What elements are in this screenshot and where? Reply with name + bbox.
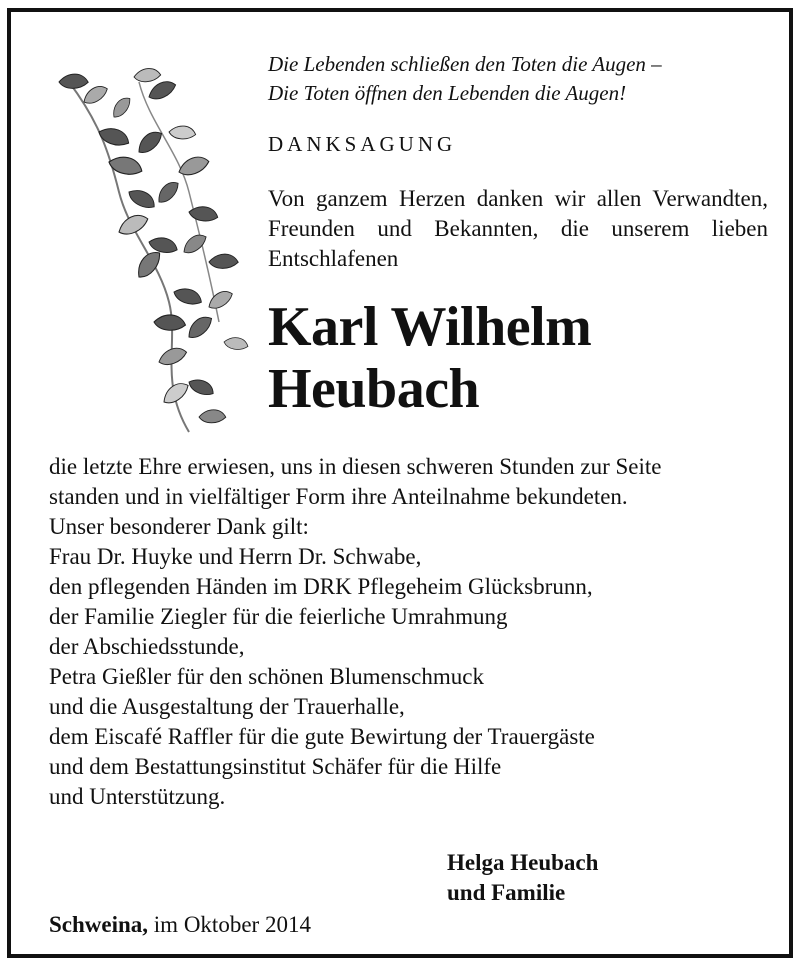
body-line: Unser besonderer Dank gilt:: [49, 514, 309, 539]
intro-text: Von ganzem Herzen danken wir allen Verwandten, Freunden und Bekannten, die unserem lieben Entschlafenen: [268, 186, 768, 271]
motto-line-2: Die Toten öffnen den Lebenden die Augen!: [268, 81, 627, 105]
deceased-name-line-1: Karl Wilhelm: [268, 296, 592, 358]
motto: [268, 50, 662, 108]
heading: DANKSAGUNG: [268, 132, 457, 156]
body-line: standen und in vielfältiger Form ihre Anteilnahme bekundeten.: [49, 484, 628, 509]
motto-line-1: Die Lebenden schließen den Toten die Augen –: [268, 52, 662, 76]
body-line: und die Ausgestaltung der Trauerhalle,: [49, 694, 405, 719]
body-line: den pflegenden Händen im DRK Pflegeheim Glücksbrunn,: [49, 574, 593, 599]
place-town: Schweina,: [49, 912, 149, 937]
body-line: Frau Dr. Huyke und Herrn Dr. Schwabe,: [49, 544, 422, 569]
place-date: [49, 910, 311, 940]
body-line: der Familie Ziegler für die feierliche Umrahmung: [49, 604, 508, 629]
thanks-body: [49, 452, 779, 812]
place-date-text: im Oktober 2014: [153, 912, 311, 937]
body-line: die letzte Ehre erwiesen, uns in diesen schweren Stunden zur Seite: [49, 454, 662, 479]
ivy-leaves-icon: [39, 62, 259, 442]
signature-line-2: und Familie: [447, 880, 566, 905]
signature: [447, 848, 598, 908]
body-line: und dem Bestattungsinstitut Schäfer für die Hilfe: [49, 754, 502, 779]
deceased-name-line-2: Heubach: [268, 358, 480, 420]
body-line: der Abschiedsstunde,: [49, 634, 245, 659]
notice-frame: [7, 8, 793, 958]
signature-line-1: Helga Heubach: [447, 850, 599, 875]
body-line: Petra Gießler für den schönen Blumenschmuck: [49, 664, 484, 689]
deceased-name: [268, 296, 591, 420]
body-line: und Unterstützung.: [49, 784, 226, 809]
body-line: dem Eiscafé Raffler für die gute Bewirtung der Trauergäste: [49, 724, 595, 749]
